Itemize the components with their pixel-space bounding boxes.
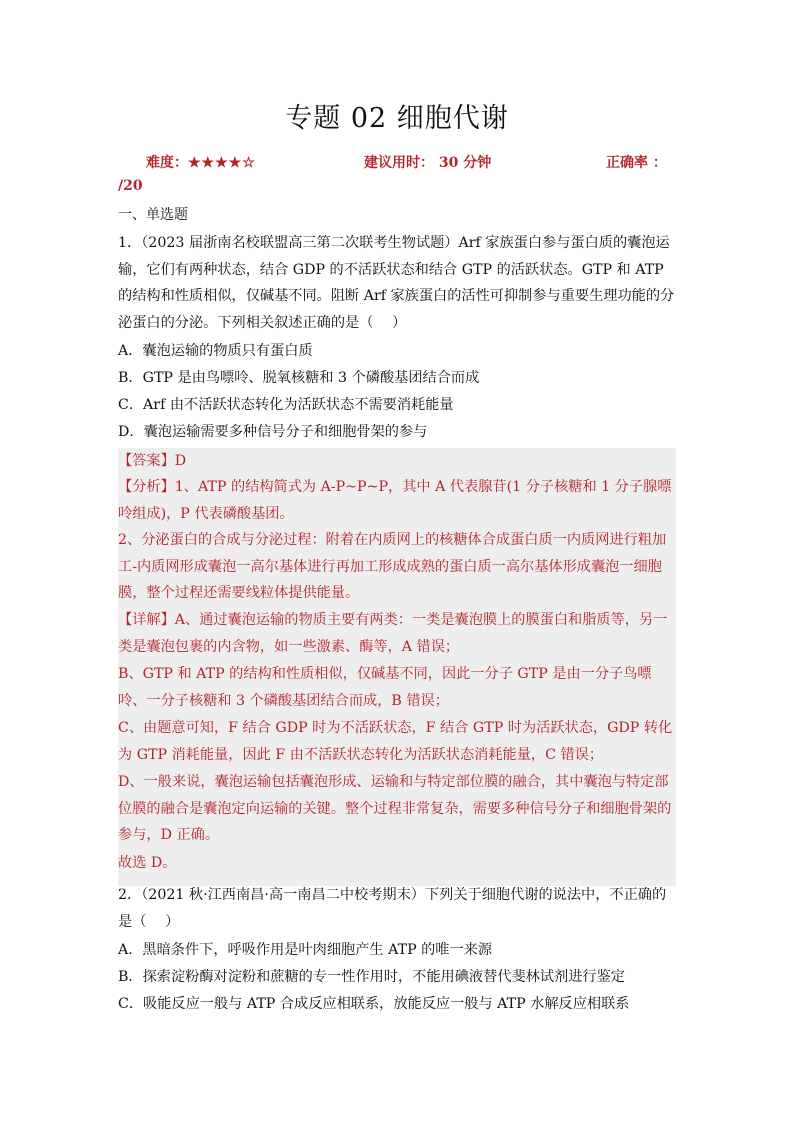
suggested-time	[364, 152, 491, 172]
answer: 【答案】D	[118, 453, 187, 469]
question-2-option-a: A．黑暗条件下，呼吸作用是叶肉细胞产生 ATP 的唯一来源	[118, 942, 493, 958]
score-tail: /20	[118, 178, 143, 194]
section-heading: 一、单选题	[118, 207, 188, 223]
detail-c: C、由题意可知，F 结合 GDP 时为不活跃状态，F 结合 GTP 时为活跃状态，GDP 转化为 GTP 消耗能量，因此 F 由不活跃状态转化为活跃状态消耗能量，C 错误；	[118, 720, 673, 763]
detail-a: 【详解】A、通过囊泡运输的物质主要有两类：一类是囊泡膜上的膜蛋白和脂质等，另一类是囊泡包裹的内含物，如一些激素、酶等，A 错误；	[118, 612, 668, 655]
analysis-2: 2、分泌蛋白的合成与分泌过程：附着在内质网上的核糖体合成蛋白质一内质网进行粗加工-内质网形成囊泡一高尔基体进行再加工形成成熟的蛋白质一高尔基体形成囊泡一细胞膜，整个过程还需要线粒体提供能量。	[118, 532, 667, 601]
question-1-option-d: D．囊泡运输需要多种信号分子和细胞骨架的参与	[118, 424, 428, 440]
meta-row	[118, 152, 678, 174]
difficulty	[146, 152, 256, 172]
detail-b: B、GTP 和 ATP 的结构和性质相似，仅碱基不同，因此一分子 GTP 是由一分子鸟嘌呤、一分子核糖和 3 个磷酸基团结合而成，B 错误；	[118, 666, 652, 709]
question-2-stem: 2．（2021 秋·江西南昌·高一南昌二中校考期末）下列关于细胞代谢的说法中，不正确的是（ ）	[118, 887, 667, 930]
question-1-option-a: A．囊泡运输的物质只有蛋白质	[118, 343, 313, 359]
difficulty-stars: ★★★★☆	[188, 155, 256, 171]
detail-d: D、一般来说，囊泡运输包括囊泡形成、运输和与特定部位膜的融合，其中囊泡与特定部位膜的融合是囊泡定向运输的关键。整个过程非常复杂，需要多种信号分子和细胞骨架的参与，D 正确。	[118, 774, 672, 843]
time-label: 建议用时：	[364, 155, 434, 171]
question-2-option-c: C．吸能反应一般与 ATP 合成反应相联系，放能反应一般与 ATP 水解反应相联系	[118, 996, 630, 1012]
question-1-option-c: C．Arf 由不活跃状态转化为活跃状态不需要消耗能量	[118, 397, 454, 413]
analysis-1: 【分析】1、ATP 的结构简式为 A-P~P~P，其中 A 代表腺苷(1 分子核糖和 1 分子腺嘌呤组成)，P 代表磷酸基团。	[118, 479, 672, 522]
conclusion: 故选 D。	[118, 855, 177, 871]
difficulty-label: 难度：	[146, 155, 188, 171]
page-title: 专题 02 细胞代谢	[285, 103, 509, 134]
score: 正确率 ：	[606, 155, 667, 171]
time-value: 30 分钟	[438, 155, 492, 171]
question-1-option-b: B．GTP 是由鸟嘌呤、脱氧核糖和 3 个磷酸基团结合而成	[118, 370, 480, 386]
question-1-stem: 1．（2023 届浙南名校联盟高三第二次联考生物试题）Arf 家族蛋白参与蛋白质的囊泡运输，它们有两种状态，结合 GDP 的不活跃状态和结合 GTP 的活跃状态。GTP 和 ATP 的结构和性质相似，仅碱基不同。阻断 Arf 家族蛋白的活性可抑制参与重要生理功能的分泌蛋白的分泌。下列相关叙述正确的是（ ）	[118, 235, 675, 331]
question-2-option-b: B．探索淀粉酶对淀粉和蔗糖的专一性作用时，不能用碘液替代斐林试剂进行鉴定	[118, 969, 625, 985]
